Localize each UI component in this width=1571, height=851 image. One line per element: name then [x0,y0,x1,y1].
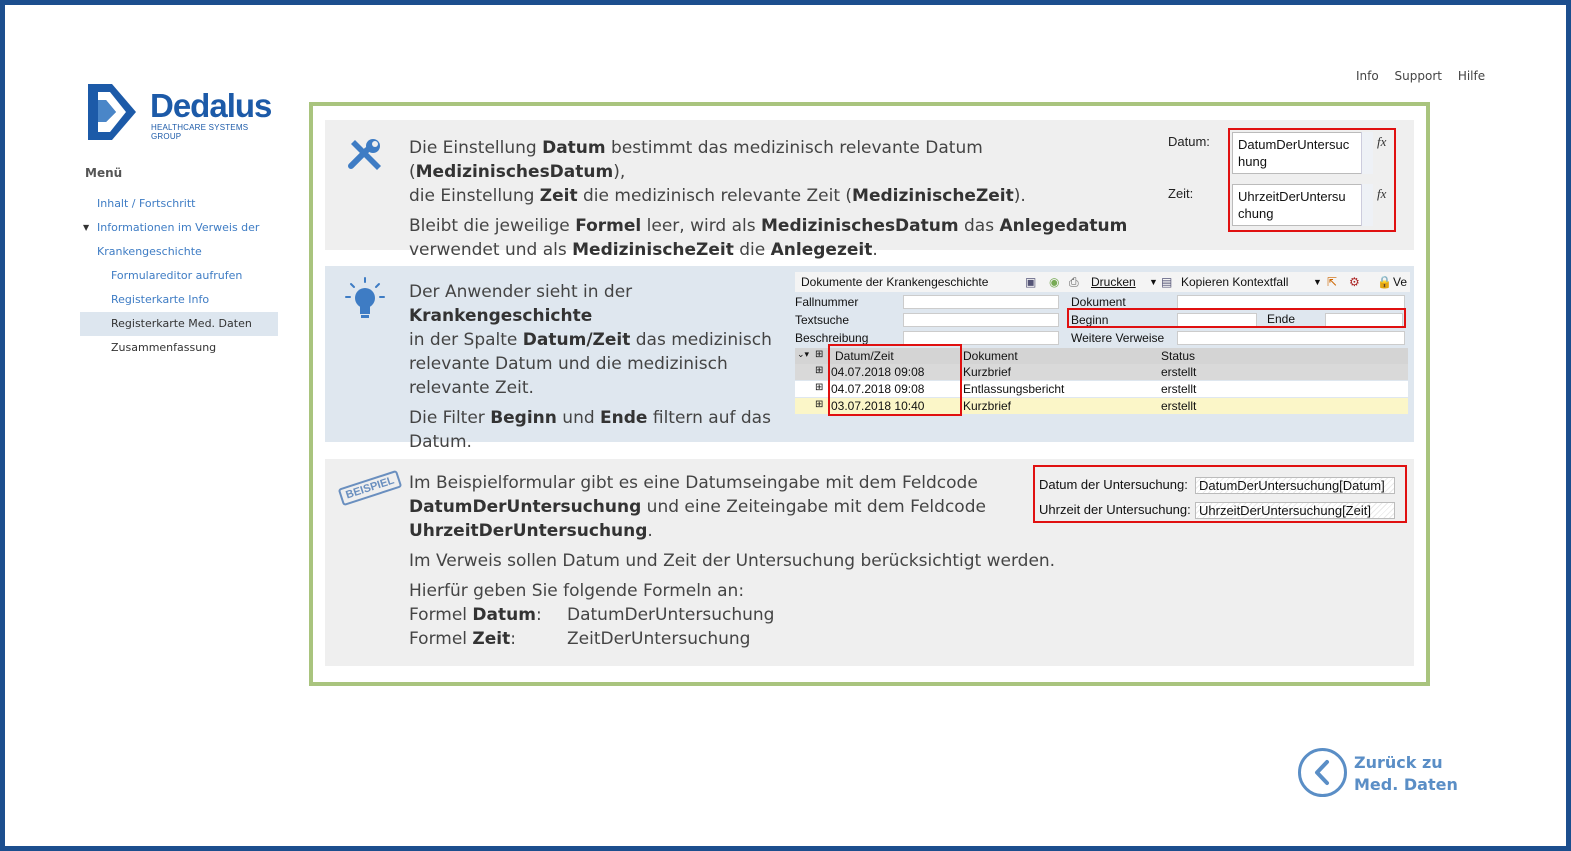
top-links [1356,69,1497,83]
ende-label: Ende [1267,312,1296,326]
example-datum-field[interactable]: DatumDerUntersuchung[Datum] [1195,477,1395,494]
settings-panel [325,120,1414,260]
copy-dropdown-icon[interactable]: ▼ [1313,277,1322,287]
logo-wordmark: Dedalus [150,87,272,124]
toolbar-print-icon[interactable]: ⎙ [1069,275,1079,289]
back-button-label: Zurück zu Med. Daten [1354,753,1458,794]
help-link[interactable]: Hilfe [1457,69,1486,83]
toolbar-copy-icon[interactable]: ▤ [1161,275,1173,289]
nav-item-krankengeschichte[interactable]: Krankengeschichte [97,245,202,258]
nav-item-informationen[interactable] [80,216,278,240]
fallnummer-input[interactable] [903,295,1059,309]
textsuche-label: Textsuche [795,313,850,327]
settings-text [409,136,1149,268]
expand-icon[interactable]: ⊞ [815,382,824,393]
example-zeit-label: Uhrzeit der Untersuchung: [1039,502,1191,517]
col-header-status[interactable]: Status [1161,349,1196,363]
caret-down-icon: ▼ [83,223,90,232]
beschreibung-input[interactable] [903,331,1059,345]
content-area [309,102,1430,686]
settings-para-1: Die Einstellung Datum bestimmt das medizinisch relevante Datum (MedizinischesDatum), die Einstellung Zeit die medizinisch relevante Zeit (MedizinischeZeit). [409,138,1026,206]
dokument-label: Dokument [1071,295,1126,309]
nav-item-registerkarte-info[interactable]: Registerkarte Info [111,293,210,306]
row-dokument: Entlassungsbericht [963,382,1065,396]
row-datum: 03.07.2018 10:40 [831,399,925,413]
tip-text [409,280,789,460]
datum-fx-icon[interactable]: fx [1377,134,1387,149]
tools-icon [347,136,385,174]
zeit-fx-icon[interactable]: fx [1377,186,1387,201]
dokument-input[interactable] [1177,295,1405,309]
toolbar-more[interactable]: Ve [1393,275,1408,289]
sort-icon[interactable]: ⌄▾ [797,349,810,359]
toolbar-copy-button[interactable]: Kopieren Kontextfall [1181,275,1289,289]
expand-icon[interactable]: ⊞ [815,365,824,376]
dedalus-logo [86,82,276,142]
zeit-scrollbar[interactable] [1361,184,1373,226]
fallnummer-label: Fallnummer [795,295,859,309]
toolbar-refresh-icon[interactable]: ◉ [1049,275,1060,289]
nav-item-informationen-label: Informationen im Verweis der [97,221,260,234]
example-zeit-field[interactable]: UhrzeitDerUntersuchung[Zeit] [1195,502,1395,519]
tip-panel [325,266,1414,452]
datum-formula-field[interactable]: DatumDerUntersuc hung [1232,132,1362,174]
back-arrow-icon [1298,748,1347,797]
nav-item-inhalt[interactable]: Inhalt / Fortschritt [97,197,196,210]
toolbar-lock-icon[interactable]: 🔒 [1377,275,1392,289]
dedalus-logo-icon [86,82,138,142]
example-para-1: Im Beispielformular gibt es eine Datumseingabe mit dem Feldcode DatumDerUntersuchung und eine Zeiteingabe mit dem Feldcode UhrzeitDerUntersuchung. [409,473,986,541]
lightbulb-icon [345,276,385,322]
nav-item-zusammenfassung[interactable]: Zusammenfassung [111,341,217,354]
logo-subtitle: HEALTHCARE SYSTEMS GROUP [151,123,249,141]
print-dropdown-icon[interactable]: ▼ [1149,277,1158,287]
expand-icon[interactable]: ⊞ [815,399,824,410]
toolbar-print-button[interactable]: Drucken [1091,275,1136,289]
toolbar-title: Dokumente der Krankengeschichte [801,275,989,289]
example-para-2: Im Verweis sollen Datum und Zeit der Untersuchung berücksichtigt werden. [409,551,1056,571]
example-panel [325,459,1414,666]
example-zeit-row [1039,502,1371,518]
verweise-label: Weitere Verweise [1071,331,1165,345]
datum-label: Datum: [1168,134,1210,149]
textsuche-input[interactable] [903,313,1059,327]
row-dokument: Kurzbrief [963,399,1012,413]
zeit-formula-field[interactable]: UhrzeitDerUntersu chung [1232,184,1362,226]
info-link[interactable]: Info [1356,69,1379,83]
toolbar-config-icon[interactable]: ▣ [1025,275,1037,289]
support-link[interactable]: Support [1394,69,1442,83]
toolbar-export-icon[interactable]: ⇱ [1327,275,1338,289]
sidebar-nav [80,192,278,360]
example-text [409,471,1109,657]
row-status: erstellt [1161,382,1197,396]
verweise-input[interactable] [1177,331,1405,345]
zeit-label: Zeit: [1168,186,1194,201]
datum-scrollbar[interactable] [1361,132,1373,174]
example-datum-label: Datum der Untersuchung: [1039,477,1188,492]
col-header-datum[interactable]: Datum/Zeit [835,349,894,363]
toolbar-settings-icon[interactable]: ⚙ [1349,275,1360,289]
datum-column-highlight-box [828,344,962,416]
documents-toolbar [795,272,1410,292]
filter-highlight-box [1067,308,1406,328]
row-datum: 04.07.2018 09:08 [831,365,925,379]
menu-title: Menü [85,166,123,180]
example-datum-row [1039,477,1385,493]
col-header-dokument[interactable]: Dokument [963,349,1018,363]
example-para-3: Hierfür geben Sie folgende Formeln an: Formel Datum: DatumDerUntersuchung Formel Zeit: ZeitDerUntersuchung [409,581,775,649]
row-dokument: Kurzbrief [963,365,1012,379]
nav-item-formulareditor[interactable]: Formulareditor aufrufen [111,269,243,282]
settings-para-2: Bleibt die jeweilige Formel leer, wird als MedizinischesDatum das Anlegedatum verwendet und als MedizinischeZeit die Anlegezeit. [409,216,1128,260]
row-status: erstellt [1161,365,1197,379]
row-datum: 04.07.2018 09:08 [831,382,925,396]
beschreibung-label: Beschreibung [795,331,869,345]
back-button[interactable] [1298,747,1458,799]
nav-item-registerkarte-med-daten[interactable]: Registerkarte Med. Daten [80,312,278,336]
tip-para-1: Der Anwender sieht in der Krankengeschichte in der Spalte Datum/Zeit das medizinisch relevante Datum und die medizinisch relevante Zeit. [409,282,772,398]
example-badge: BEISPIEL [338,470,403,506]
expand-all-icon[interactable]: ⊞ [815,349,824,360]
beginn-label: Beginn [1071,313,1109,327]
tip-para-2: Die Filter Beginn und Ende filtern auf das Datum. [409,408,771,452]
row-status: erstellt [1161,399,1197,413]
